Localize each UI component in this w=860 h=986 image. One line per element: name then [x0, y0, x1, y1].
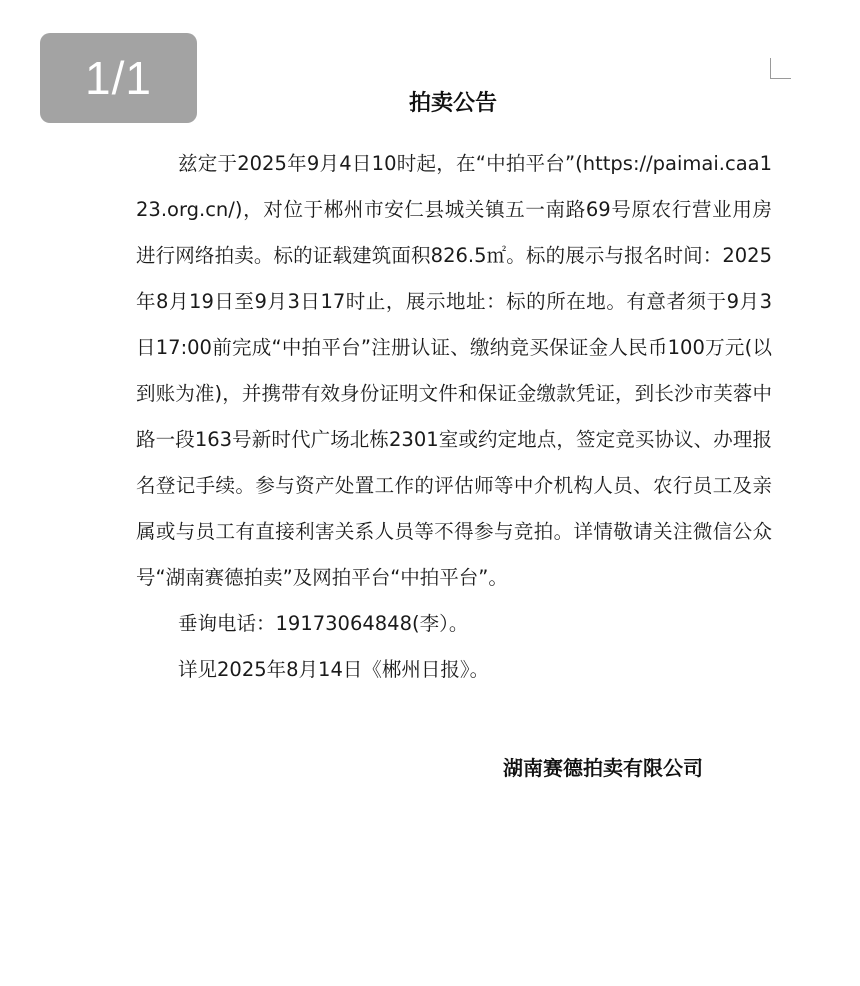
reference-paragraph: 详见2025年8月14日《郴州日报》。 — [178, 658, 490, 681]
page-corner-mark — [770, 58, 791, 79]
page-indicator-badge: 1/1 — [40, 33, 197, 123]
announcement-paragraph: 兹定于2025年9月4日10时起，在“中拍平台”(https://paimai.caa123.org.cn/)，对位于郴州市安仁县城关镇五一南路69号原农行营业用房进行网络拍卖。标的证载建筑面积826.5㎡。标的展示与报名时间：2025年8月19日至9月3日17时止，展示地址：标的所在地。有意者须于9月3日17:00前完成“中拍平台”注册认证、缴纳竞买保证金人民币100万元(以到账为准)，并携带有效身份证明文件和保证金缴款凭证，到长沙市芙蓉中路一段163号新时代广场北栋2301室或约定地点，签定竞买协议、办理报名登记手续。参与资产处置工作的评估师等中介机构人员、农行员工及亲属或与员工有直接利害关系人员等不得参与竞拍。详情敬请关注微信公众号“湖南赛德拍卖”及网拍平台“中拍平台”。 — [136, 152, 772, 589]
document-body — [136, 141, 772, 693]
contact-paragraph: 垂询电话：19173064848(李）。 — [178, 612, 469, 635]
document-title: 拍卖公告 — [408, 91, 497, 116]
company-signature: 湖南赛德拍卖有限公司 — [503, 756, 703, 780]
